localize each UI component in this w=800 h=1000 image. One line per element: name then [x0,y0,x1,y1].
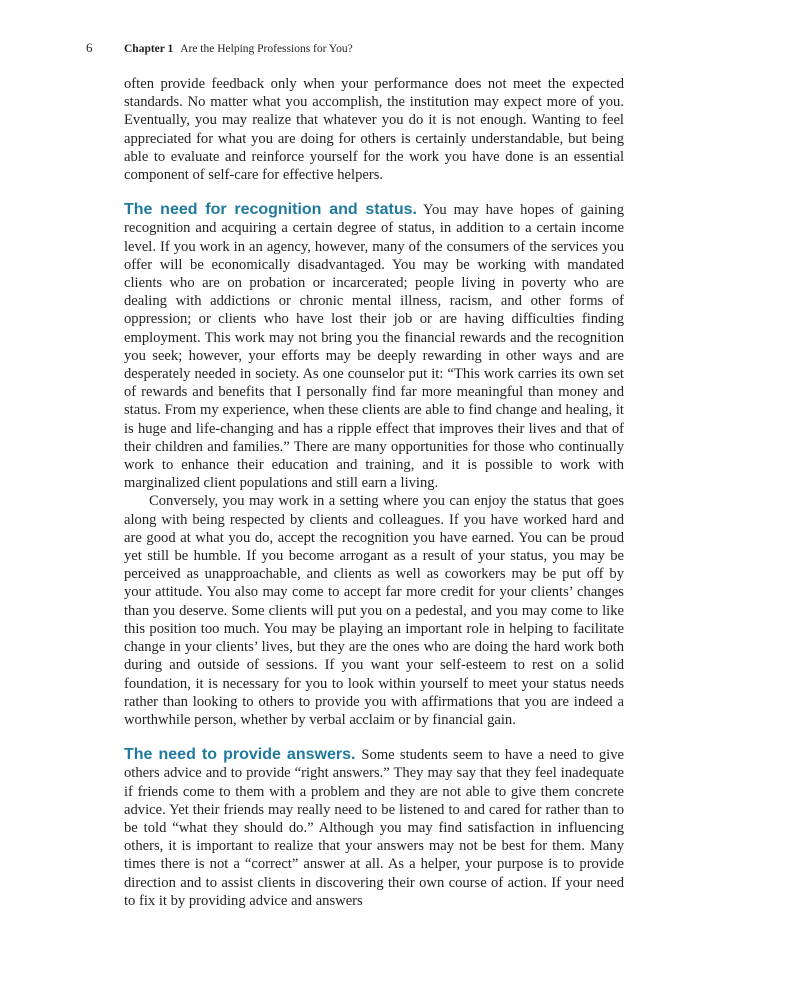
section-heading-recognition: The need for recognition and status. [124,201,417,219]
conversely-paragraph: Conversely, you may work in a setting where you can enjoy the status that goes along with being respected by clients and colleagues. If you have worked hard and are good at what you do, accept the recognition you have earned. You can be proud yet still be humble. If you become arrogant as a result of your status, you may be perceived as unapproachable, and clients as well as coworkers may be put off by your attitude. You also may come to accept far more credit for your clients’ changes than you deserve. Some clients will put you on a pedestal, and you may come to like this position too much. You may be playing an important role in helping to facilitate change in your clients’ lives, but they are the ones who are doing the hard work both during and outside of sessions. If you want your self-esteem to rest on a solid foundation, it is necessary for you to look within yourself to meet your status needs rather than looking to others to provide you with affirmations that you are indeed a worthwhile person, whether by verbal acclaim or by financial gain. [124,493,624,728]
running-head [86,40,626,57]
continued-paragraph: often provide feedback only when your performance does not meet the expected standards. No matter what you accomplish, the institution may expect more of you. Eventually, you may realize that whatever you do it is not enough. Wanting to feel appreciated for what you are doing for others is certainly understandable, but being able to evaluate and reinforce yourself for the work you have done is an essential component of self-care for effective helpers. [124,76,624,184]
answers-paragraph-text: Some students seem to have a need to give others advice and to provide “right answers.” They may say that they feel inadequate if friends come to them with a problem and they are not able to give them concrete advice. Yet their friends may really need to be listened to and cared for rather than to be told “what they should do.” Although you may find satisfaction in influencing others, it is important to realize that your answers may not be best for them. Many times there is not a “correct” answer at all. As a helper, your purpose is to provide direction and to assist clients in discovering their own course of action. If your need to fix it by providing advice and answers [124,747,625,909]
body-text [124,75,624,910]
chapter-label: Chapter 1 [124,43,174,55]
page-number: 6 [86,40,93,55]
section-heading-answers: The need to provide answers. [124,746,356,764]
chapter-title: Are the Helping Professions for You? [180,43,353,55]
answers-section-paragraph [124,746,624,910]
recognition-section-paragraph [124,201,624,492]
recognition-paragraph-text: You may have hopes of gaining recognition and acquiring a certain degree of status, in addition to a certain income level. If you work in an agency, however, many of the consumers of the services you offer will be economically disadvantaged. You may be working with mandated clients who are on probation or incarcerated; people living in poverty who are dealing with addictions or chronic mental illness, racism, and other forms of oppression; or clients who have lost their job or are having difficulties finding employment. This work may not bring you the financial rewards and the recognition you seek; however, your efforts may be deeply rewarding in other ways and are desperately needed in society. As one counselor put it: “This work carries its own set of rewards and benefits that I personally find far more meaningful than money and status. From my experience, when these clients are able to find change and healing, it is huge and life-changing and has a ripple effect that improves their lives and that of their children and families.” There are many opportunities for those who continually work to enhance their education and training, and it is possible to work with marginalized client populations and still earn a living. [124,202,624,492]
